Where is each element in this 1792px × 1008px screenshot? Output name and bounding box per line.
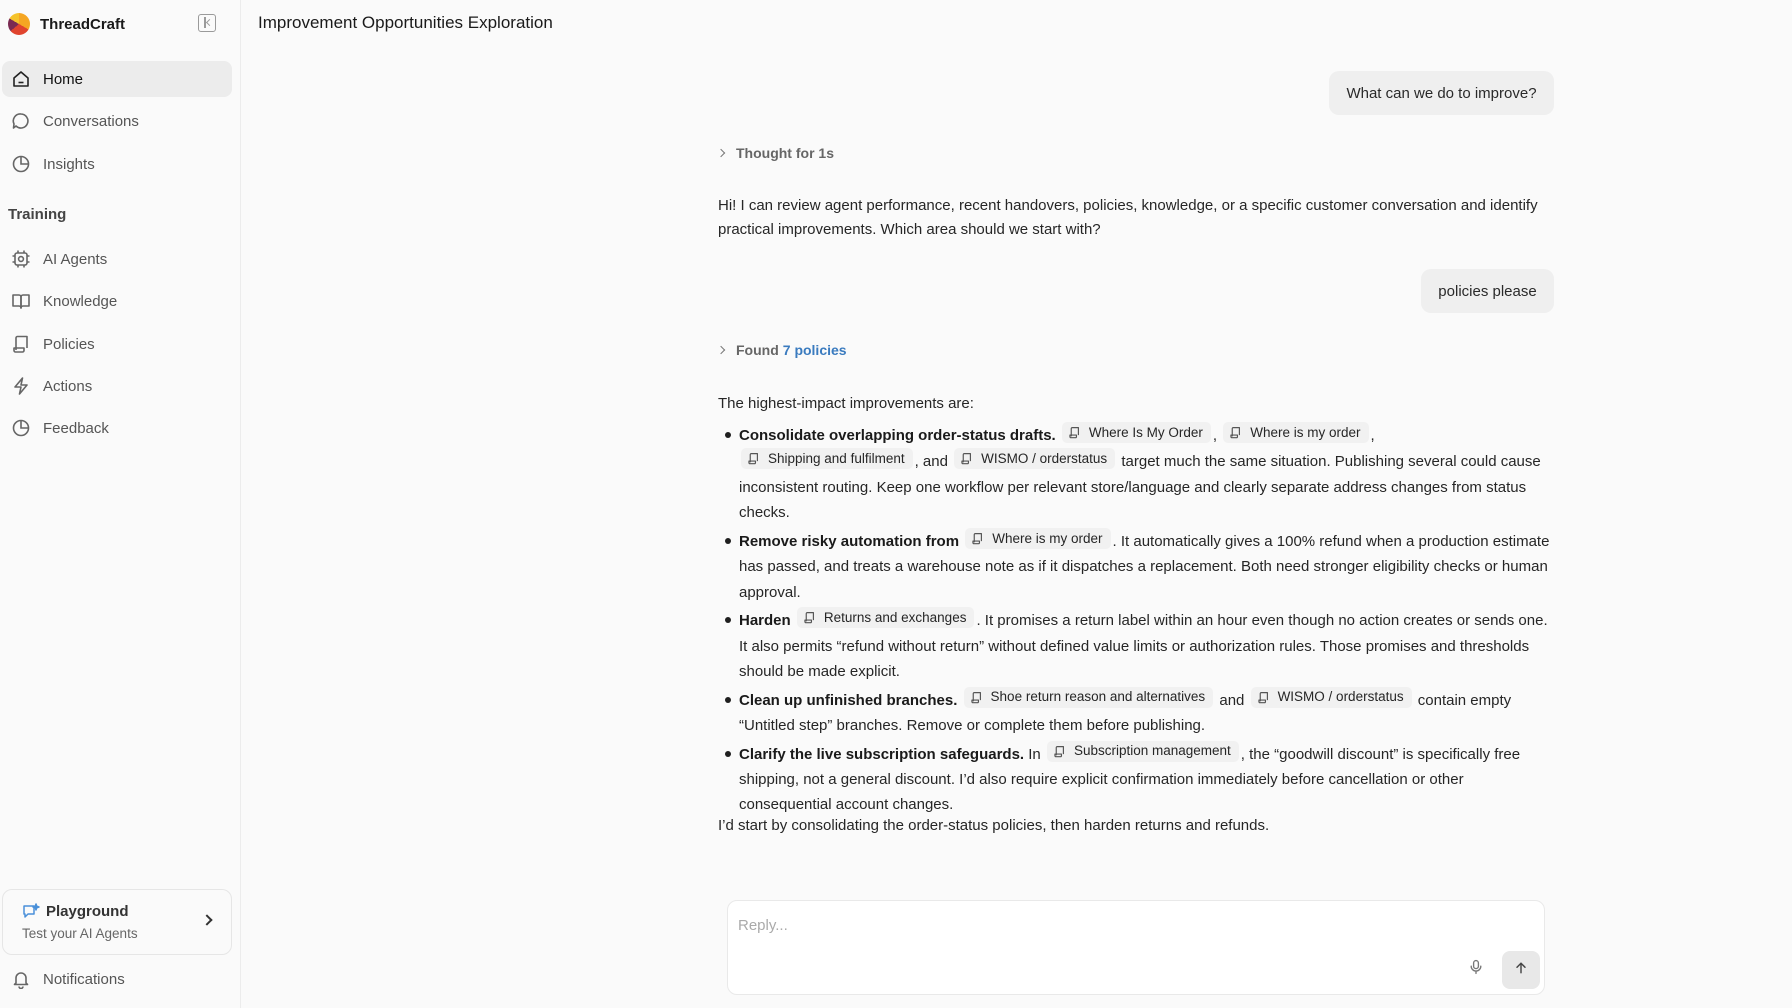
list-item xyxy=(718,422,1558,526)
sidebar-item-knowledge[interactable] xyxy=(2,283,232,319)
sidebar-item-label: Insights xyxy=(43,155,95,173)
policy-scroll-icon xyxy=(971,532,984,545)
item-heading: Clean up unfinished branches. xyxy=(739,691,958,709)
assistant-closing: I’d start by consolidating the order-status policies, then harden returns and refunds. xyxy=(718,817,1270,834)
pie-chart-icon xyxy=(10,417,32,439)
item-heading: Consolidate overlapping order-status drafts. xyxy=(739,427,1056,444)
send-button[interactable] xyxy=(1502,951,1540,989)
policy-scroll-icon xyxy=(1229,426,1242,439)
thought-toggle[interactable] xyxy=(718,145,834,161)
policy-scroll-icon xyxy=(970,691,983,704)
item-text: In xyxy=(1028,745,1041,763)
item-text: . It automatically gives a 100% refund when a production estimate has passed, and treats a warehouse note as if it dispatches a replacement. Both need stronger eligibility checks or human approval. xyxy=(739,532,1550,601)
threadcraft-logo xyxy=(8,13,30,35)
policy-chip[interactable] xyxy=(1062,422,1211,443)
policy-chip[interactable] xyxy=(964,687,1214,708)
chevron-right-icon xyxy=(201,914,212,925)
item-heading: Harden xyxy=(739,612,791,630)
collapse-sidebar-icon[interactable] xyxy=(198,14,216,32)
lightning-icon xyxy=(10,375,32,397)
thought-label: Thought for 1s xyxy=(736,145,834,161)
sidebar-item-conversations[interactable] xyxy=(2,103,232,139)
chip-label: Where is my order xyxy=(992,530,1103,546)
chip-label: Subscription management xyxy=(1073,743,1231,759)
chip-label: Where is my order xyxy=(1250,424,1361,440)
item-text: target much the same situation. Publishing several could cause inconsistent routing. Keep one workflow per relevant store/language and clearly separate address changes from status checks. xyxy=(739,453,1541,522)
item-text: contain empty “Untitled step” branches. Remove or complete them before publishing. xyxy=(739,691,1512,735)
reply-composer xyxy=(727,900,1545,995)
chip-label: Where Is My Order xyxy=(1088,424,1203,440)
list-item xyxy=(718,741,1558,818)
policy-scroll-icon xyxy=(747,452,760,465)
playground-card[interactable] xyxy=(2,889,232,955)
cpu-icon xyxy=(10,248,32,270)
sidebar-item-label: Knowledge xyxy=(43,292,118,310)
list-item xyxy=(718,528,1558,605)
microphone-icon[interactable] xyxy=(1468,959,1484,980)
chip-label: WISMO / orderstatus xyxy=(1277,689,1404,705)
chip-label: Shoe return reason and alternatives xyxy=(990,689,1206,705)
assistant-intro: The highest-impact improvements are: xyxy=(718,395,974,412)
policy-scroll-icon xyxy=(10,333,32,355)
separator: , and xyxy=(914,453,948,471)
section-label-training: Training xyxy=(8,206,67,223)
sidebar-item-policies[interactable] xyxy=(2,326,232,362)
playground-title: Playground xyxy=(46,903,129,920)
sidebar-item-actions[interactable] xyxy=(2,368,232,404)
policy-scroll-icon xyxy=(1068,426,1081,439)
sidebar-item-label: Feedback xyxy=(43,419,109,437)
policy-chip[interactable] xyxy=(797,607,975,628)
improvements-list xyxy=(718,422,1558,820)
chevron-right-icon xyxy=(717,346,725,354)
sidebar-item-insights[interactable] xyxy=(2,146,232,182)
separator: and xyxy=(1219,691,1245,709)
sidebar-item-label: AI Agents xyxy=(43,250,108,268)
chip-label: Shipping and fulfilment xyxy=(768,451,905,467)
sidebar-item-label: Home xyxy=(43,70,84,88)
sidebar-item-label: Actions xyxy=(43,377,93,395)
pie-chart-icon xyxy=(10,153,32,175)
found-policies-toggle[interactable] xyxy=(718,342,847,358)
found-policies-link[interactable]: 7 policies xyxy=(782,342,847,358)
chat-icon xyxy=(10,110,32,132)
sidebar-item-ai-agents[interactable] xyxy=(2,241,232,277)
separator: , xyxy=(1370,427,1375,444)
sidebar-item-home[interactable] xyxy=(2,61,232,97)
sidebar-item-label: Conversations xyxy=(43,112,139,130)
policy-chip[interactable] xyxy=(1251,687,1412,708)
sidebar-item-label: Policies xyxy=(43,335,95,353)
item-text: , the “goodwill discount” is specifically free shipping, not a general discount. I’d also require explicit confirmation immediately before cancellation or other consequential account changes. xyxy=(739,745,1521,814)
policy-scroll-icon xyxy=(1257,691,1270,704)
policy-scroll-icon xyxy=(1053,745,1066,758)
home-icon xyxy=(10,68,32,90)
page-title: Improvement Opportunities Exploration xyxy=(258,13,553,32)
app-name: ThreadCraft xyxy=(40,15,126,33)
separator: , xyxy=(1212,427,1218,444)
user-message: policies please xyxy=(1421,269,1554,313)
sidebar-item-feedback[interactable] xyxy=(2,410,232,446)
sidebar-item-notifications[interactable] xyxy=(2,961,232,997)
found-prefix: Found xyxy=(736,342,779,358)
policy-chip[interactable] xyxy=(741,448,913,469)
policy-chip[interactable] xyxy=(1047,741,1239,762)
sidebar xyxy=(0,0,241,1008)
chip-label: Returns and exchanges xyxy=(823,610,967,626)
bell-icon xyxy=(10,968,32,990)
item-heading: Clarify the live subscription safeguards. xyxy=(739,745,1025,763)
policy-chip[interactable] xyxy=(965,528,1110,549)
item-heading: Remove risky automation from xyxy=(739,532,960,550)
assistant-message: Hi! I can review agent performance, recent handovers, policies, knowledge, or a specific customer conversation and identify practical improvements. Which area should we start with? xyxy=(718,197,1538,238)
policy-chip[interactable] xyxy=(954,448,1115,469)
arrow-up-icon xyxy=(1513,960,1529,981)
list-item xyxy=(718,607,1558,684)
chip-label: WISMO / orderstatus xyxy=(981,451,1108,467)
list-item xyxy=(718,687,1558,739)
policy-scroll-icon xyxy=(803,611,816,624)
user-message: What can we do to improve? xyxy=(1329,71,1554,115)
book-icon xyxy=(10,290,32,312)
reply-input[interactable] xyxy=(738,913,1338,937)
item-text: . It promises a return label within an hour even though no action creates or sends one. It also permits “refund without return” without defined value limits or authorization rules. Those promises and thresholds should be made explicit. xyxy=(739,612,1548,681)
chevron-right-icon xyxy=(717,149,725,157)
policy-scroll-icon xyxy=(960,452,973,465)
brand[interactable] xyxy=(8,12,125,36)
policy-chip[interactable] xyxy=(1223,422,1368,443)
chat-sparkle-icon xyxy=(21,902,41,927)
sidebar-item-label: Notifications xyxy=(43,970,125,988)
playground-subtitle: Test your AI Agents xyxy=(22,926,138,941)
